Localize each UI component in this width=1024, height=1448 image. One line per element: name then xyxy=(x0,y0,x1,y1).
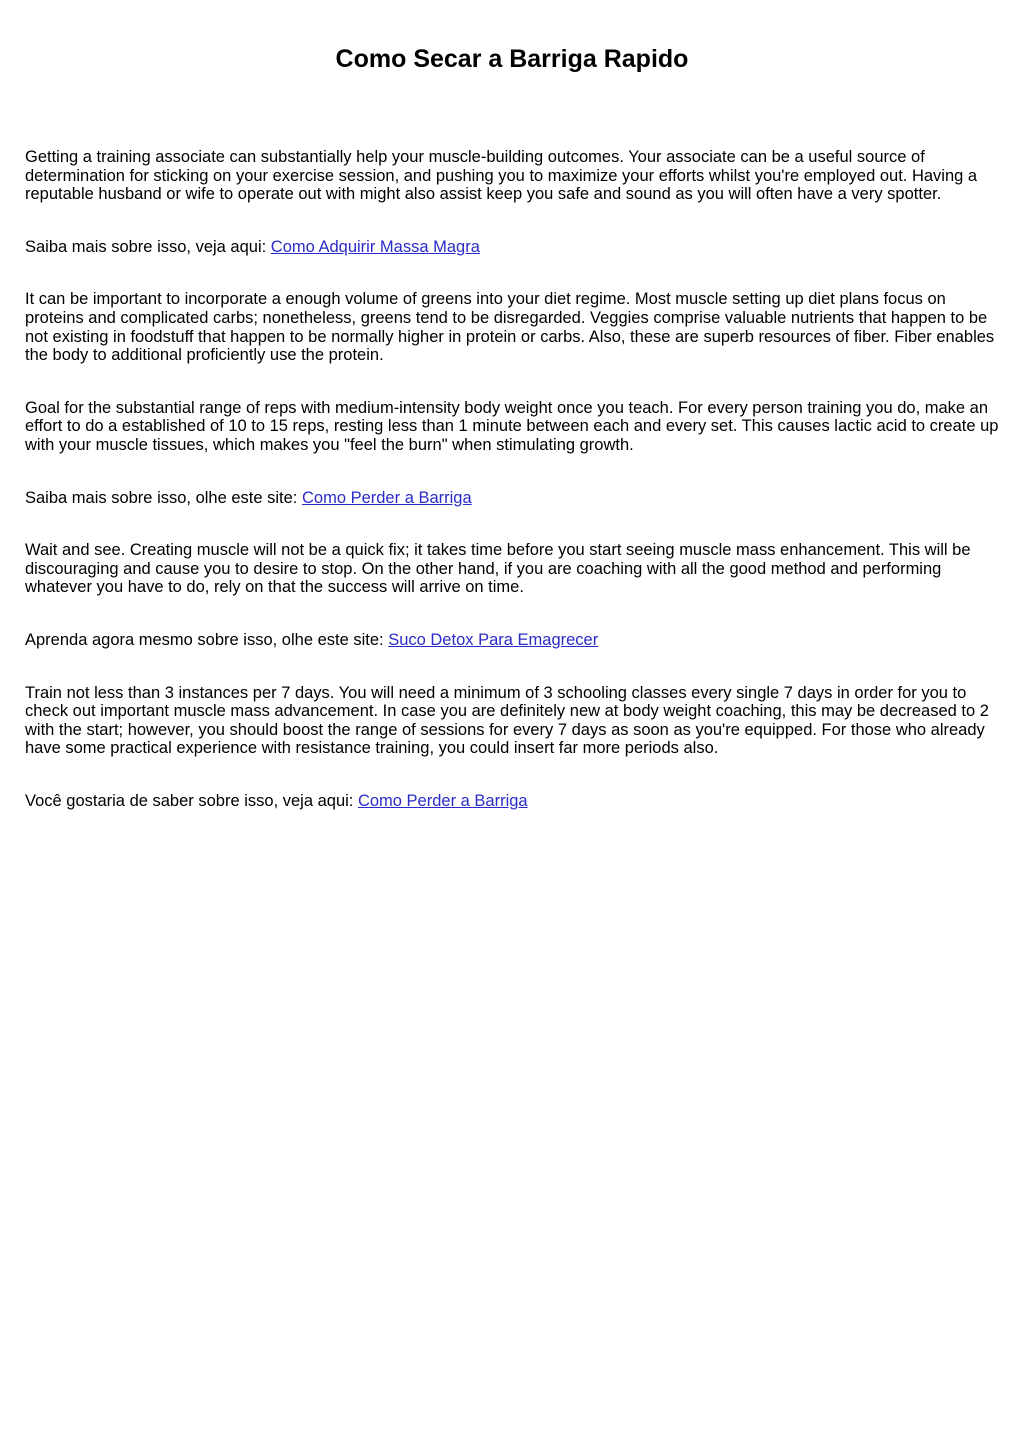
paragraph-train-three-times: Train not less than 3 instances per 7 days. You will need a minimum of 3 schooling classes every single 7 days in order for you to check out important muscle mass advancement. In case you are definitely new at body weight coaching, this may be decreased to 2 with the start; however, you should boost the range of sessions for every 7 days as soon as you're equipped. For those who already have some practical experience with resistance training, you could insert far more periods also. xyxy=(25,683,989,758)
paragraph-wait-and-see: Wait and see. Creating muscle will not be a quick fix; it takes time before you start seeing muscle mass enhancement. This will be discouraging and cause you to desire to stop. On the other hand, if you are coaching with all the good method and performing whatever you have to do, rely on that the success will arrive on time. xyxy=(25,541,971,597)
link-line-suco-detox xyxy=(25,631,1000,650)
link-como-perder-a-barriga[interactable]: Como Perder a Barriga xyxy=(301,488,472,507)
link-line-perder-barriga-2 xyxy=(25,792,1000,811)
link-como-adquirir-massa-magra[interactable]: Como Adquirir Massa Magra xyxy=(270,237,480,256)
paragraph-greens: It can be important to incorporate a enough volume of greens into your diet regime. Most muscle setting up diet plans focus on proteins and complicated carbs; nonetheless, greens tend to be disregarded. Veggies comprise valuable nutrients that happen to be not existing in foodstuff that happen to be normally higher in protein or carbs. Also, these are superb resources of fiber. Fiber enables the body to additional proficiently use the protein. xyxy=(25,290,995,365)
page-title: Como Secar a Barriga Rapido xyxy=(335,45,689,73)
document-body xyxy=(25,148,1000,810)
link-line-prefix: Saiba mais sobre isso, veja aqui: xyxy=(25,237,271,256)
link-line-perder-barriga-1 xyxy=(25,489,1000,508)
link-line-prefix: Aprenda agora mesmo sobre isso, olhe este site: xyxy=(25,630,389,649)
paragraph-reps: Goal for the substantial range of reps with medium-intensity body weight once you teach. For every person training you do, make an effort to do a established of 10 to 15 reps, resting less than 1 minute between each and every set. This causes lactic acid to create up with your muscle tissues, which makes you "feel the burn" when stimulating growth. xyxy=(25,398,999,454)
link-suco-detox-para-emagrecer[interactable]: Suco Detox Para Emagrecer xyxy=(388,630,599,649)
paragraph-training-associate: Getting a training associate can substantially help your muscle-building outcomes. Your associate can be a useful source of determination for sticking on your exercise session, and pushing you to maximize your efforts whilst you're employed out. Having a reputable husband or wife to operate out with might also assist keep you safe and sound as you will often have a very spotter. xyxy=(25,148,978,204)
link-como-perder-a-barriga[interactable]: Como Perder a Barriga xyxy=(357,791,528,810)
link-line-massa-magra xyxy=(25,238,1000,257)
link-line-prefix: Saiba mais sobre isso, olhe este site: xyxy=(25,488,302,507)
link-line-prefix: Você gostaria de saber sobre isso, veja aqui: xyxy=(25,791,358,810)
